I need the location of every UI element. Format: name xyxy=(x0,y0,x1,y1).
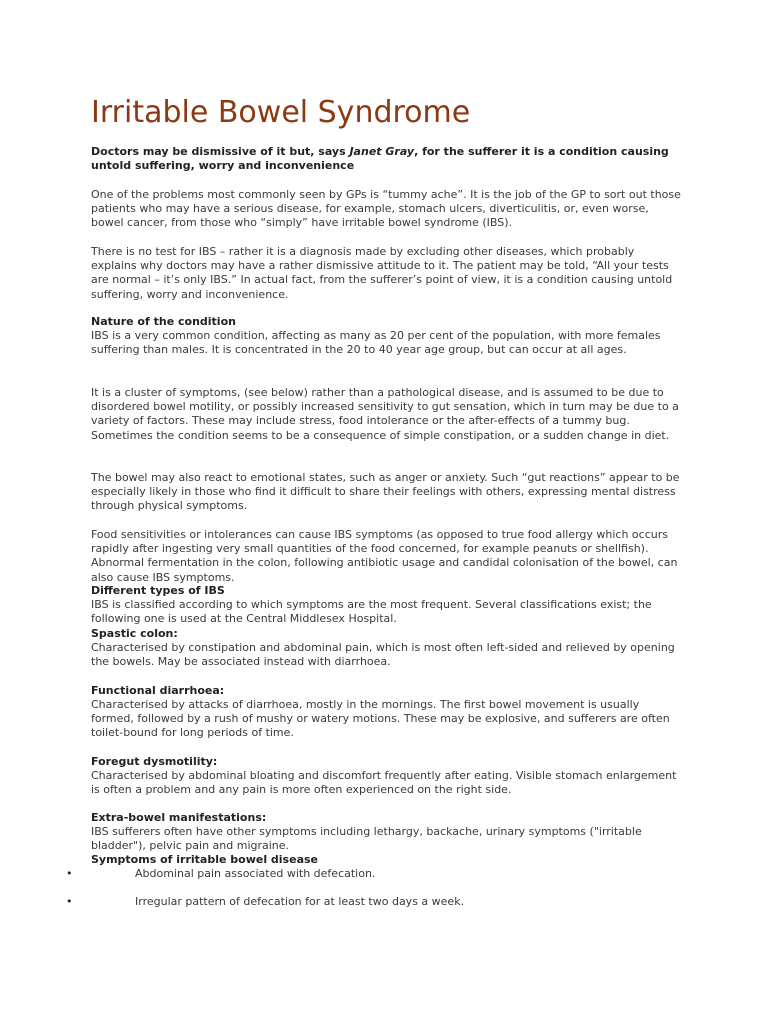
nature-paragraph-1: IBS is a very common condition, affecting as many as 20 per cent of the population, with more females suffering than males. It is concentrated in the 20 to 40 year age group, but can occur at all ages. xyxy=(91,329,661,357)
types-intro: IBS is classified according to which symptoms are the most frequent. Several classifications exist; the following one is used at the Central Middlesex Hospital. xyxy=(91,598,652,626)
functional-diarrhoea-text: Characterised by attacks of diarrhoea, mostly in the mornings. The first bowel movement is usually formed, followed by a rush of mushy or watery motions. These may be explosive, and sufferers are often toilet-bound for long periods of time. xyxy=(91,698,670,740)
intro-paragraph-2: There is no test for IBS – rather it is a diagnosis made by excluding other diseases, which probably explains why doctors may have a rather dismissive attitude to it. The patient may be told, “All your tests are normal – it’s only IBS.” In actual fact, from the sufferer’s point of view, it is a condition causing untold suffering, worry and inconvenience. xyxy=(91,245,673,301)
heading-spastic-colon: Spastic colon: xyxy=(91,627,178,640)
nature-paragraph-2: It is a cluster of symptoms, (see below) rather than a pathological disease, and is assumed to be due to disordered bowel motility, or possibly increased sensitivity to gut sensation, which in turn may be due to a variety of factors. These may include stress, food intolerance or the after-effects of a tummy bug. Sometimes the condition seems to be a consequence of simple constipation, or a sudden change in diet. xyxy=(91,386,679,442)
heading-functional-diarrhoea: Functional diarrhoea: xyxy=(91,684,225,697)
nature-paragraph-3: The bowel may also react to emotional states, such as anger or anxiety. Such “gut reactions” appear to be especially likely in those who find it difficult to share their feelings with others, expressing mental distress through physical symptoms. xyxy=(91,471,680,513)
standfirst xyxy=(91,145,681,173)
heading-types: Different types of IBS xyxy=(91,584,225,597)
standfirst-before: Doctors may be dismissive of it but, says xyxy=(91,145,350,158)
heading-nature: Nature of the condition xyxy=(91,315,236,328)
extra-bowel-text: IBS sufferers often have other symptoms including lethargy, backache, urinary symptoms ("irritable bladder"), pelvic pain and migraine. xyxy=(91,825,642,853)
bullet-icon: • xyxy=(66,895,73,908)
intro-paragraph-1: One of the problems most commonly seen by GPs is “tummy ache”. It is the job of the GP to sort out those patients who may have a serious disease, for example, stomach ulcers, diverticulitis, or, even worse, bowel cancer, from those who “simply” have irritable bowel syndrome (IBS). xyxy=(91,188,681,230)
heading-extra-bowel: Extra-bowel manifestations: xyxy=(91,811,267,824)
standfirst-after: , for the sufferer it is a condition causing untold suffering, worry and inconvenience xyxy=(91,145,669,173)
heading-foregut-dysmotility: Foregut dysmotility: xyxy=(91,755,218,768)
bullet-icon: • xyxy=(66,867,73,880)
list-item-text: Irregular pattern of defecation for at least two days a week. xyxy=(135,895,465,908)
foregut-dysmotility-text: Characterised by abdominal bloating and discomfort frequently after eating. Visible stomach enlargement is often a problem and any pain is more often experienced on the right side. xyxy=(91,769,677,797)
nature-paragraph-4: Food sensitivities or intolerances can cause IBS symptoms (as opposed to true food allergy which occurs rapidly after ingesting very small quantities of the food concerned, for example peanuts or shellfish). Abnormal fermentation in the colon, following antibiotic usage and candidal colonisation of the bowel, can also cause IBS symptoms. xyxy=(91,528,678,584)
heading-symptoms: Symptoms of irritable bowel disease xyxy=(91,853,318,866)
page-title: Irritable Bowel Syndrome xyxy=(91,95,471,130)
standfirst-author: Janet Gray xyxy=(349,145,415,158)
list-item-text: Abdominal pain associated with defecation. xyxy=(135,867,376,880)
spastic-colon-text: Characterised by constipation and abdominal pain, which is most often left-sided and relieved by opening the bowels. May be associated instead with diarrhoea. xyxy=(91,641,675,669)
